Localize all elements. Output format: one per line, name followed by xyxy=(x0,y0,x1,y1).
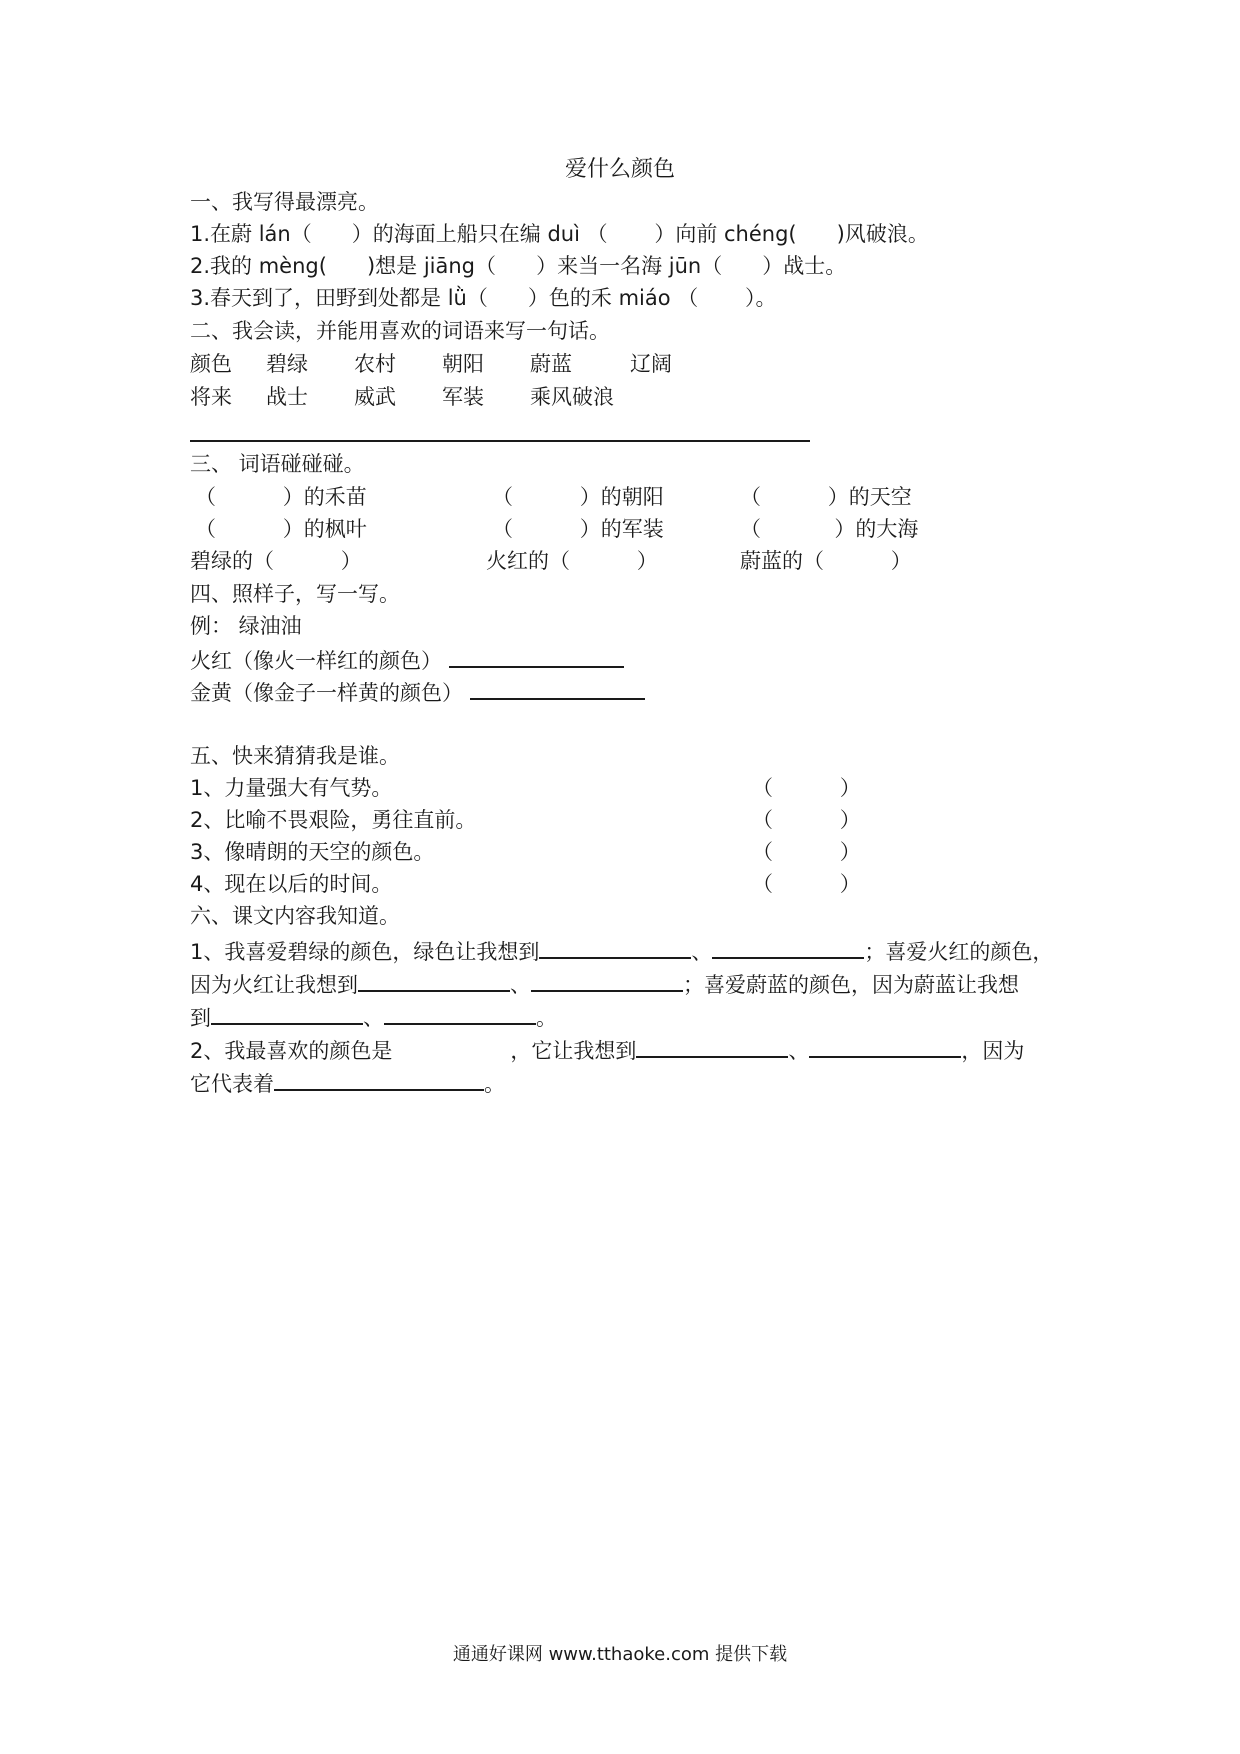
text-segment: 它代表着 xyxy=(190,1072,274,1096)
phrase-blank: 碧绿的（ ） xyxy=(190,549,362,573)
text-line xyxy=(190,1067,505,1098)
section-1-heading: 一、我写得最漂亮。 xyxy=(190,190,379,214)
text-segment: ，它让我想到 xyxy=(510,1039,637,1063)
text-segment: ；喜爱蔚蓝的颜色，因为蔚蓝让我想 xyxy=(683,973,1019,997)
question-1-1: 1.在蔚 lán（ ）的海面上船只在编 duì （ ）向前 chéng( )风破浪。 xyxy=(190,222,929,246)
footer-credit: 通通好课网 www.tthaoke.com 提供下载 xyxy=(452,1644,788,1665)
separator: 、 xyxy=(691,940,713,964)
page-title: 爱什么颜色 xyxy=(564,157,675,182)
word: 农村 xyxy=(354,352,396,376)
phrase-blank: （ ）的天空 xyxy=(740,485,912,509)
word: 颜色 xyxy=(190,352,232,376)
answer-blank[interactable] xyxy=(470,676,645,700)
section-6-heading: 六、课文内容我知道。 xyxy=(190,904,400,928)
riddle-item: 1、力量强大有气势。 xyxy=(190,776,393,800)
section-5-heading: 五、快来猜猜我是谁。 xyxy=(190,744,400,768)
text-segment: 到 xyxy=(190,1006,211,1030)
word: 蔚蓝 xyxy=(530,352,572,376)
answer-blank[interactable] xyxy=(539,935,691,959)
riddle-answer-blank[interactable]: （ ） xyxy=(752,776,861,800)
answer-blank[interactable] xyxy=(636,1034,788,1058)
text-line xyxy=(190,1001,557,1032)
text-line xyxy=(190,935,1053,966)
question-1-3: 3.春天到了，田野到处都是 lǜ（ ）色的禾 miáo （ ）。 xyxy=(190,286,777,310)
word: 乘风破浪 xyxy=(530,385,614,409)
answer-blank[interactable] xyxy=(531,968,683,992)
riddle-item: 2、比喻不畏艰险，勇往直前。 xyxy=(190,808,477,832)
sentence-writing-line[interactable] xyxy=(190,440,810,442)
answer-blank[interactable] xyxy=(211,1001,363,1025)
phrase-blank: （ ）的禾苗 xyxy=(195,485,367,509)
riddle-answer-blank[interactable]: （ ） xyxy=(752,808,861,832)
section-2-heading: 二、我会读，并能用喜欢的词语来写一句话。 xyxy=(190,319,610,343)
answer-blank[interactable] xyxy=(358,968,510,992)
text-segment: 1、我喜爱碧绿的颜色，绿色让我想到 xyxy=(190,940,540,964)
pattern-item-2 xyxy=(190,676,645,707)
phrase-blank: （ ）的军装 xyxy=(492,517,664,541)
answer-blank[interactable] xyxy=(712,935,864,959)
riddle-item: 3、像晴朗的天空的颜色。 xyxy=(190,840,435,864)
phrase-blank: （ ）的枫叶 xyxy=(195,517,367,541)
word: 战士 xyxy=(266,385,308,409)
text-line xyxy=(190,968,1019,999)
phrase-blank: （ ）的大海 xyxy=(740,517,919,541)
answer-blank[interactable] xyxy=(274,1067,484,1091)
word: 威武 xyxy=(354,385,396,409)
riddle-answer-blank[interactable]: （ ） xyxy=(752,872,861,896)
text-segment: 2、我最喜欢的颜色是 xyxy=(190,1039,393,1063)
word: 朝阳 xyxy=(442,352,484,376)
answer-blank[interactable] xyxy=(384,1001,536,1025)
answer-blank[interactable] xyxy=(809,1034,961,1058)
phrase-blank: 蔚蓝的（ ） xyxy=(740,549,912,573)
separator: 、 xyxy=(510,973,531,997)
text-segment: 因为火红让我想到 xyxy=(190,973,358,997)
word: 军装 xyxy=(442,385,484,409)
pattern-item-1 xyxy=(190,644,624,675)
question-1-2: 2.我的 mèng( )想是 jiāng（ ）来当一名海 jūn（ ）战士。 xyxy=(190,254,847,278)
word: 将来 xyxy=(190,385,232,409)
section-3-heading: 三、 词语碰碰碰。 xyxy=(190,452,365,476)
answer-blank[interactable] xyxy=(449,644,624,668)
text-segment: 。 xyxy=(484,1072,505,1096)
riddle-item: 4、现在以后的时间。 xyxy=(190,872,393,896)
separator: 、 xyxy=(363,1006,384,1030)
example-line: 例： 绿油油 xyxy=(190,614,302,638)
riddle-answer-blank[interactable]: （ ） xyxy=(752,840,861,864)
phrase-blank: （ ）的朝阳 xyxy=(492,485,664,509)
separator: 、 xyxy=(788,1039,810,1063)
section-4-heading: 四、照样子，写一写。 xyxy=(190,582,400,606)
word: 碧绿 xyxy=(266,352,308,376)
text-segment: ，因为 xyxy=(961,1039,1025,1063)
word: 辽阔 xyxy=(630,352,672,376)
pattern-label: 火红（像火一样红的颜色） xyxy=(190,649,442,673)
pattern-label: 金黄（像金子一样黄的颜色） xyxy=(190,681,463,705)
text-segment: 。 xyxy=(536,1006,557,1030)
phrase-blank: 火红的（ ） xyxy=(486,549,658,573)
text-segment: ；喜爱火红的颜色， xyxy=(864,940,1054,964)
text-line xyxy=(190,1034,1024,1065)
